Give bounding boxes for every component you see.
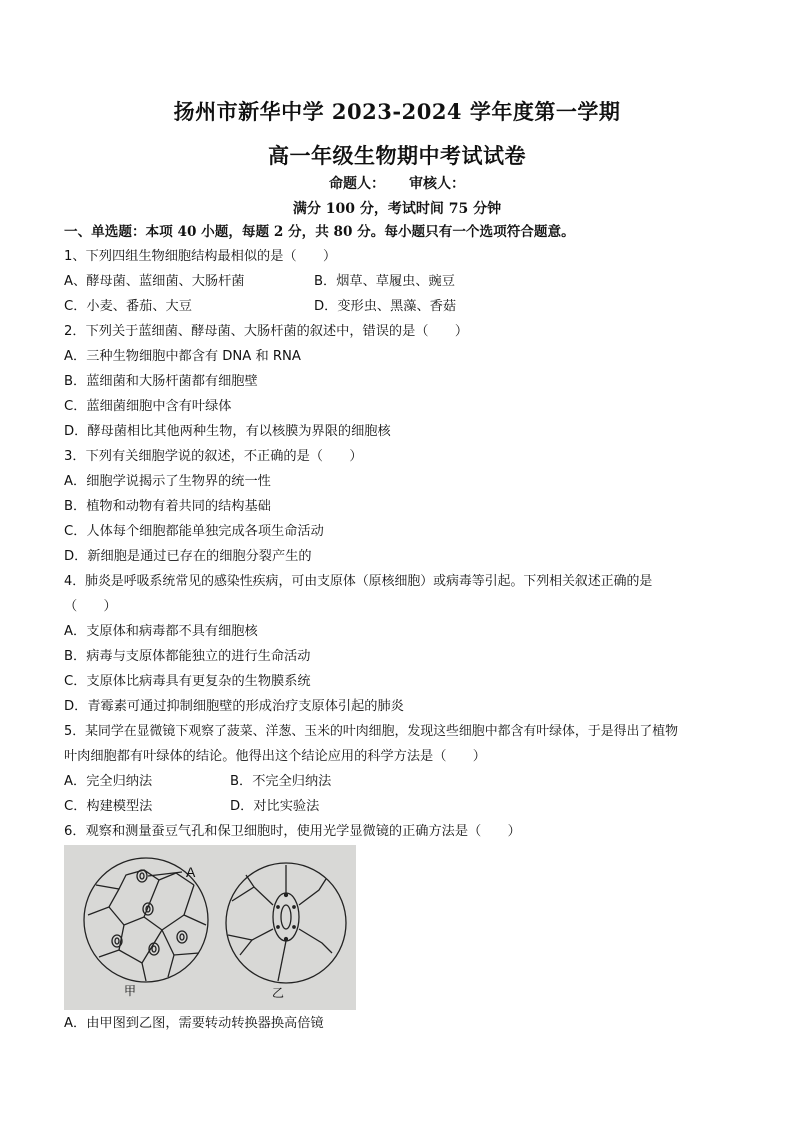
field-jia-wall (109, 880, 159, 925)
stoma-pore (152, 946, 156, 952)
stoma (137, 870, 147, 882)
field-jia-wall (142, 963, 146, 981)
question-2-stem: 2．下列关于蓝细菌、酵母菌、大肠杆菌的叙述中，错误的是（ ） (64, 324, 469, 339)
dot (293, 926, 295, 928)
exam-subtitle: 高一年级生物期中考试试卷 (268, 143, 526, 168)
field-yi-wall (278, 941, 286, 981)
field-yi (226, 863, 346, 983)
label-jia: 甲 (124, 984, 137, 998)
question-2-option-c[interactable]: C．蓝细菌细胞中含有叶绿体 (64, 399, 232, 414)
field-yi-wall (240, 929, 273, 955)
stoma-pore (115, 938, 119, 944)
question-4-option-d[interactable]: D．青霉素可通过抑制细胞壁的形成治疗支原体引起的肺炎 (64, 699, 404, 714)
exam-title: 扬州市新华中学 2023-2024 学年度第一学期 (173, 99, 621, 124)
field-yi-wall (299, 929, 332, 953)
question-5-option-c[interactable]: C．构建模型法 (64, 799, 153, 814)
setter-label: 命题人： (329, 176, 385, 192)
field-yi-wall (228, 935, 252, 940)
stoma-pore (180, 934, 184, 940)
label-a: A (186, 864, 196, 880)
stoma-pore (140, 873, 144, 879)
field-jia-wall (144, 885, 194, 930)
stoma (143, 903, 153, 915)
score-time-line: 满分 100 分，考试时间 75 分钟 (292, 201, 502, 217)
question-1-stem: 1、下列四组生物细胞结构最相似的是（ ） (64, 249, 337, 264)
question-2-option-b[interactable]: B．蓝细菌和大肠杆菌都有细胞壁 (64, 374, 258, 389)
question-4-stem-line-2: （ ） (64, 599, 117, 614)
question-5-option-a[interactable]: A．完全归纳法 (64, 774, 153, 789)
field-yi-wall (299, 879, 326, 905)
question-1-option-b[interactable]: B．烟草、草履虫、豌豆 (314, 274, 455, 289)
stoma (177, 931, 187, 943)
question-1-option-c[interactable]: C．小麦、番茄、大豆 (64, 299, 192, 314)
dot (285, 938, 288, 941)
question-4-option-a[interactable]: A．支原体和病毒都不具有细胞核 (64, 624, 258, 639)
question-6-option-a[interactable]: A．由甲图到乙图，需要转动转换器换高倍镜 (64, 1016, 324, 1031)
question-5-stem-line-2: 叶肉细胞都有叶绿体的结论。他得出这个结论应用的科学方法是（ ） (64, 749, 486, 764)
question-4-option-b[interactable]: B．病毒与支原体都能独立的进行生命活动 (64, 649, 311, 664)
question-1-option-d[interactable]: D．变形虫、黑藻、香菇 (314, 299, 457, 314)
question-4-stem-line-1: 4．肺炎是呼吸系统常见的感染性疾病，可由支原体（原核细胞）或病毒等引起。下列相关叙述正确的是 (64, 574, 653, 589)
question-3-option-d[interactable]: D．新细胞是通过已存在的细胞分裂产生的 (64, 549, 312, 564)
question-2-option-a[interactable]: A．三种生物细胞中都含有 DNA 和 RNA (64, 349, 301, 364)
field-yi-wall (232, 887, 254, 901)
authors-line (0, 173, 794, 193)
reviewer-label: 审核人： (409, 176, 465, 192)
label-yi: 乙 (272, 986, 285, 1000)
field-jia-wall (168, 955, 174, 977)
question-5-stem-line-1: 5．某同学在显微镜下观察了菠菜、洋葱、玉米的叶肉细胞，发现这些细胞中都含有叶绿体，于是得出了植物 (64, 724, 679, 739)
question-4-option-c[interactable]: C．支原体比病毒具有更复杂的生物膜系统 (64, 674, 311, 689)
microscope-fields-drawing (64, 845, 356, 1010)
question-3-option-a[interactable]: A．细胞学说揭示了生物界的统一性 (64, 474, 271, 489)
field-jia-wall (184, 915, 206, 925)
dot (277, 926, 279, 928)
guard-cell-pair (273, 893, 299, 941)
microscope-figure (64, 845, 356, 1010)
section-heading: 一、单选题：本项 40 小题，每题 2 分，共 80 分。每小题只有一个选项符合题意。 (64, 224, 575, 240)
stoma-pore (281, 905, 291, 929)
field-jia-wall (88, 889, 119, 915)
dot (285, 894, 288, 897)
question-6-stem: 6．观察和测量蚕豆气孔和保卫细胞时，使用光学显微镜的正确方法是（ ） (64, 824, 521, 839)
question-3-option-b[interactable]: B．植物和动物有着共同的结构基础 (64, 499, 271, 514)
dot (277, 906, 279, 908)
question-1-option-a[interactable]: A、酵母菌、蓝细菌、大肠杆菌 (64, 274, 245, 289)
question-3-option-c[interactable]: C．人体每个细胞都能单独完成各项生命活动 (64, 524, 324, 539)
dot (293, 906, 295, 908)
question-5-option-d[interactable]: D．对比实验法 (230, 799, 320, 814)
question-5-option-b[interactable]: B．不完全归纳法 (230, 774, 332, 789)
question-2-option-d[interactable]: D．酵母菌相比其他两种生物，有以核膜为界限的细胞核 (64, 424, 391, 439)
question-3-stem: 3．下列有关细胞学说的叙述，不正确的是（ ） (64, 449, 363, 464)
